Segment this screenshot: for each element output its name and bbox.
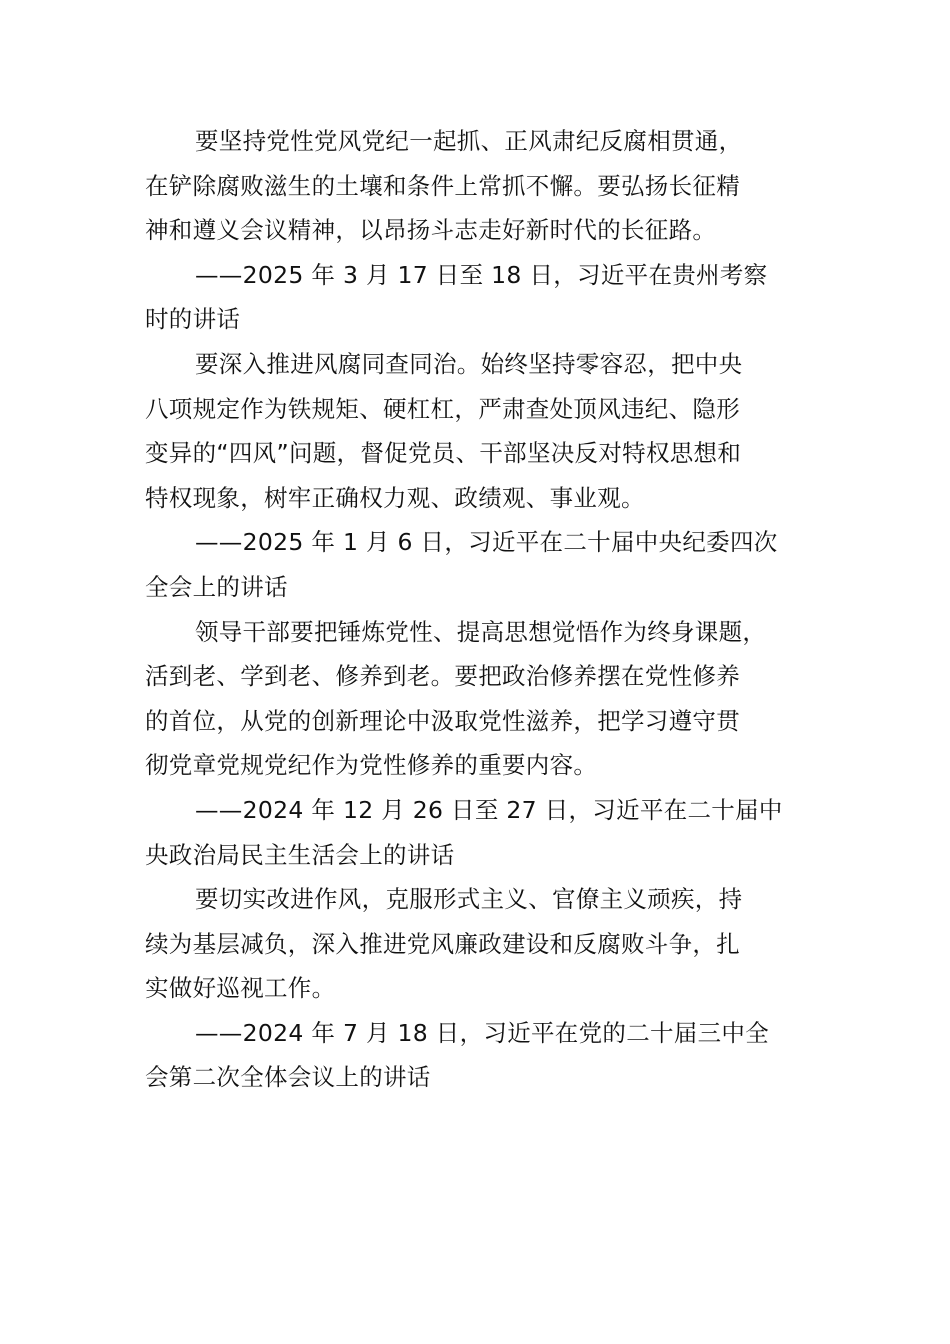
source-attribution [145,788,815,877]
quote-line: 八项规定作为铁规矩、硬杠杠，严肃查处顶风违纪、隐形 [145,394,740,423]
source-line: 时的讲话 [145,305,241,334]
source-attribution [145,1011,815,1100]
source-attribution [145,520,815,609]
source-line: ——2024 年 7 月 18 日，习近平在党的二十届三中全 [195,1018,770,1047]
quote-paragraph [145,119,815,253]
quote-line: 续为基层减负，深入推进党风廉政建设和反腐败斗争，扎 [145,929,740,958]
quote-line: 特权现象，树牢正确权力观、政绩观、事业观。 [145,483,645,512]
quote-paragraph [145,610,815,788]
quote-section-2 [145,342,815,610]
quote-line: 在铲除腐败滋生的土壤和条件上常抓不懈。要弘扬长征精 [145,171,740,200]
document-body [145,119,815,1100]
source-line: ——2025 年 3 月 17 日至 18 日，习近平在贵州考察 [195,260,768,289]
quote-line: 的首位，从党的创新理论中汲取党性滋养，把学习遵守贯 [145,706,740,735]
quote-paragraph [145,342,815,520]
quote-section-3 [145,610,815,878]
quote-line: 要切实改进作风，克服形式主义、官僚主义顽疾，持 [195,885,743,914]
source-attribution [145,253,815,342]
quote-section-1 [145,119,815,342]
quote-section-4 [145,877,815,1100]
quote-line: 神和遵义会议精神，以昂扬斗志走好新时代的长征路。 [145,216,717,245]
source-line: 全会上的讲话 [145,572,288,601]
quote-line: 实做好巡视工作。 [145,974,336,1003]
source-line: 会第二次全体会议上的讲话 [145,1063,431,1092]
source-line: 央政治局民主生活会上的讲话 [145,840,455,869]
source-line: ——2024 年 12 月 26 日至 27 日，习近平在二十届中 [195,795,783,824]
source-line: ——2025 年 1 月 6 日，习近平在二十届中央纪委四次 [195,528,778,557]
quote-line: 活到老、学到老、修养到老。要把政治修养摆在党性修养 [145,662,740,691]
quote-paragraph [145,877,815,1011]
quote-line: 领导干部要把锤炼党性、提高思想觉悟作为终身课题， [195,617,767,646]
quote-line: 彻党章党规党纪作为党性修养的重要内容。 [145,751,598,780]
quote-line: 变异的“四风”问题，督促党员、干部坚决反对特权思想和 [145,439,742,468]
quote-line: 要深入推进风腐同查同治。始终坚持零容忍，把中央 [195,349,743,378]
quote-line: 要坚持党性党风党纪一起抓、正风肃纪反腐相贯通， [195,127,743,155]
